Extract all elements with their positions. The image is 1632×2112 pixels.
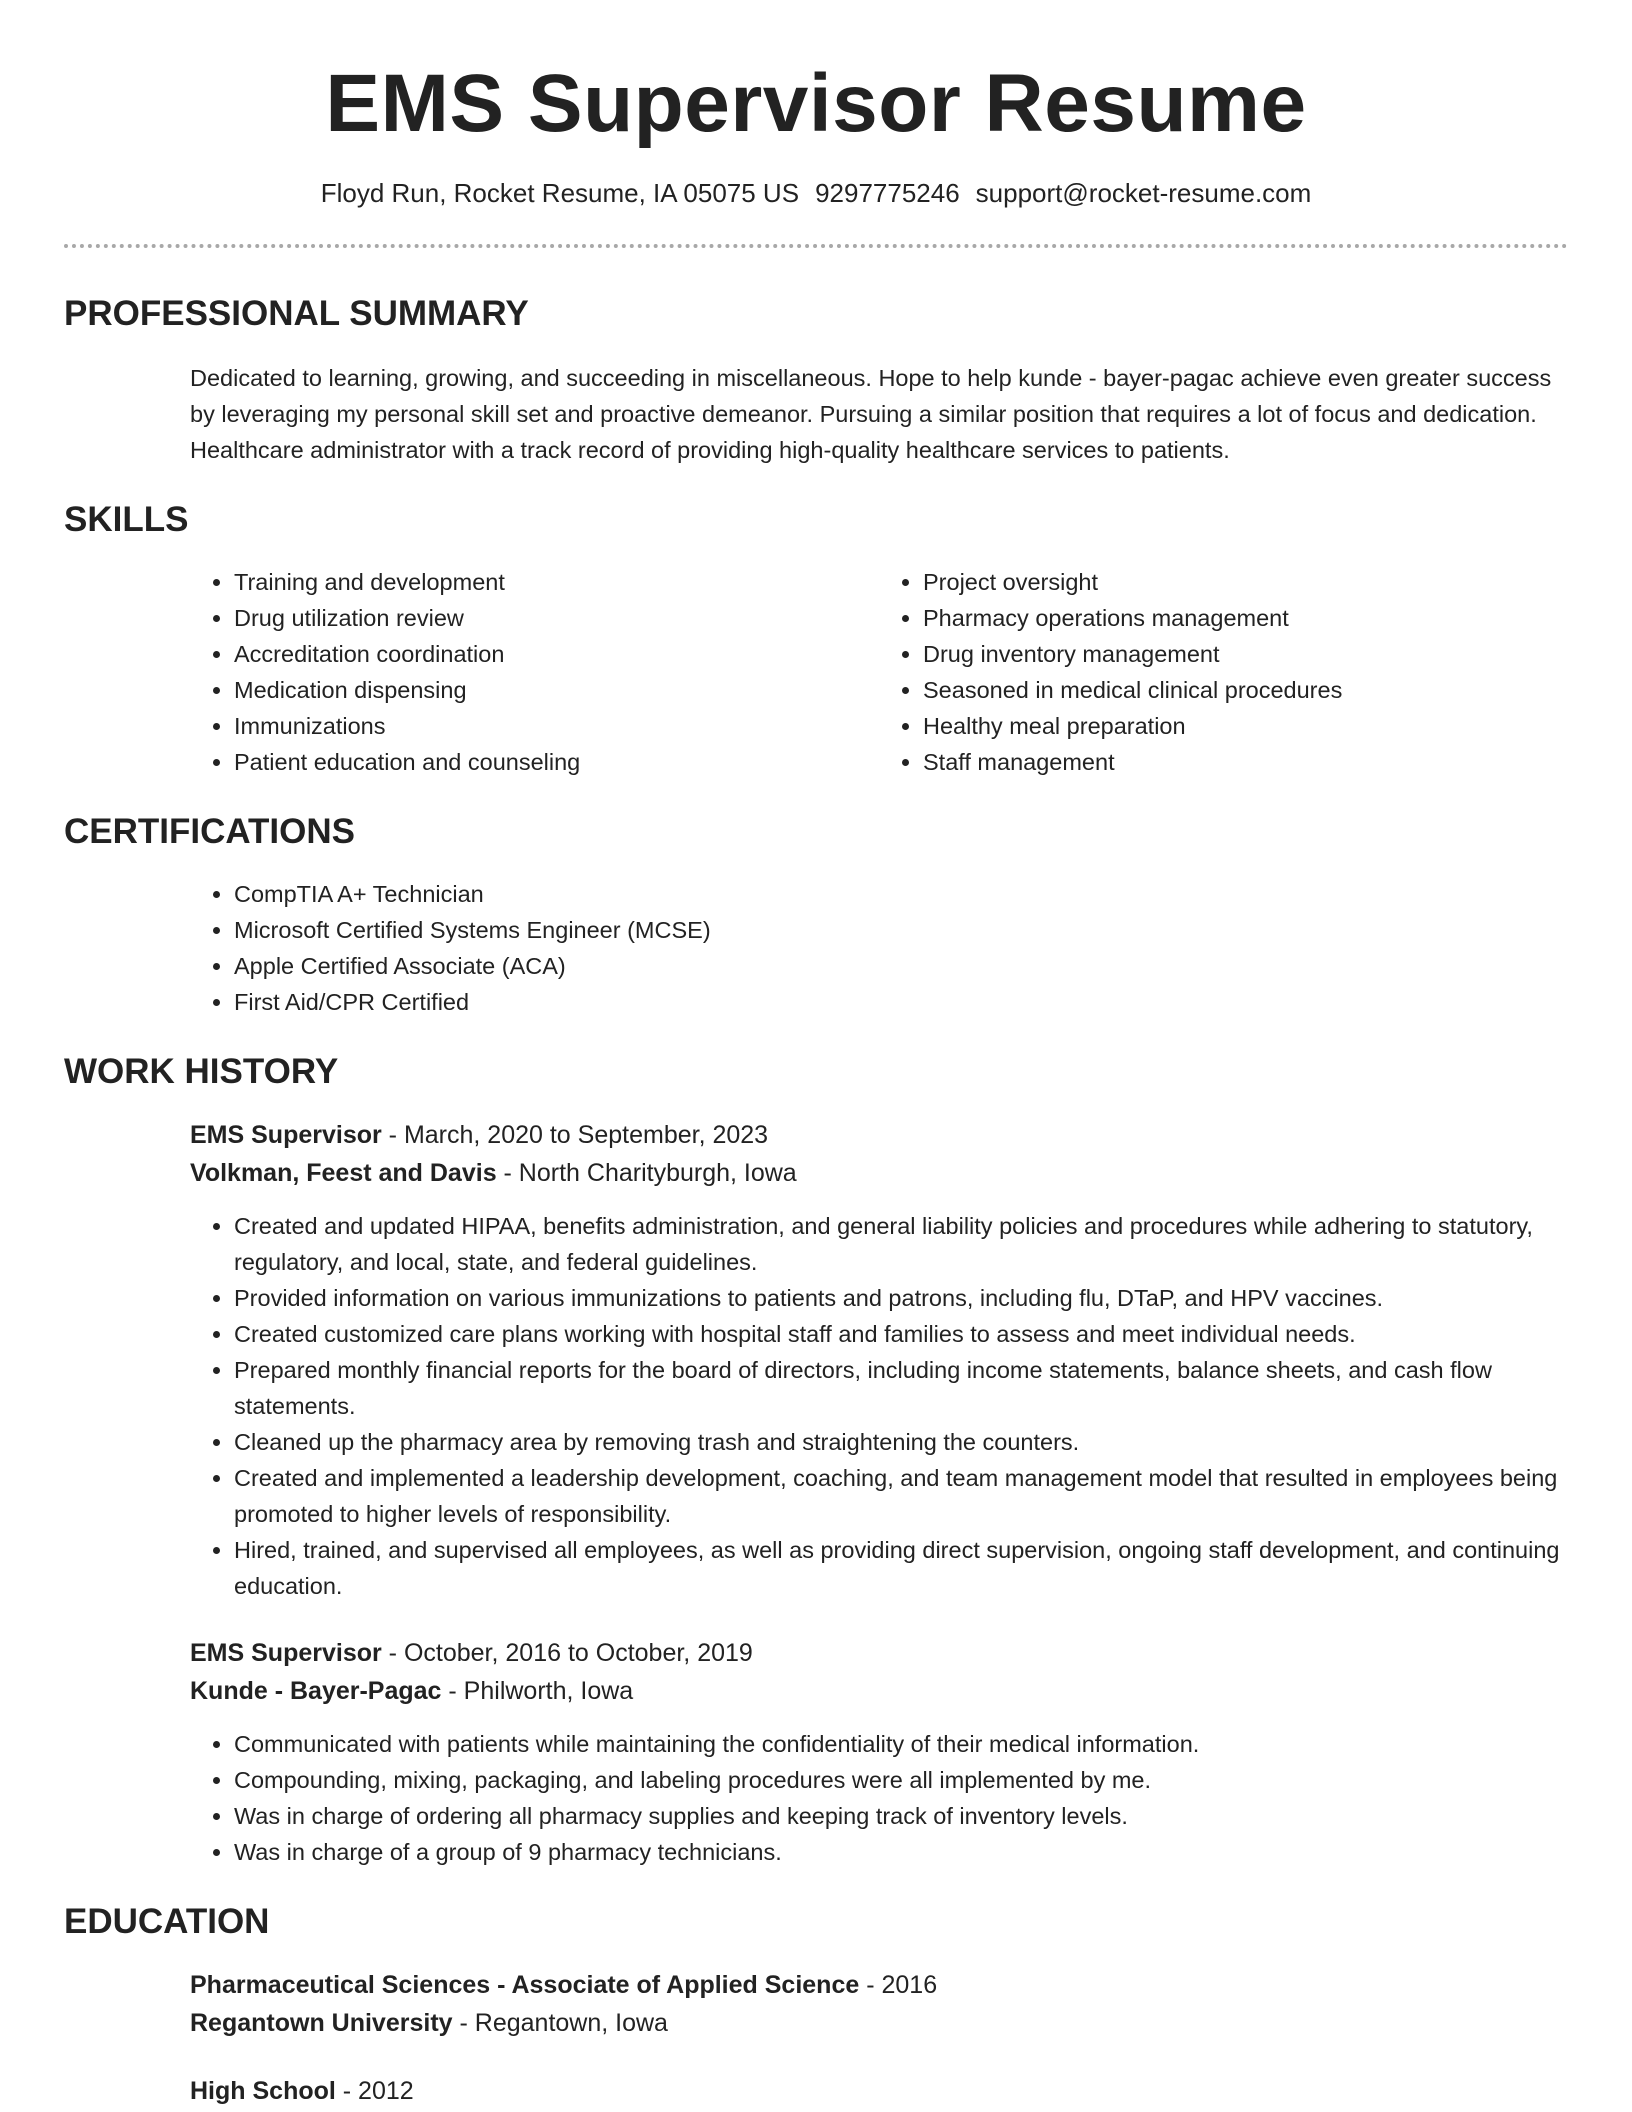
job-bullet: • Was in charge of a group of 9 pharmacy technicians. <box>234 1834 1568 1870</box>
skills-list-left <box>190 564 879 780</box>
education-year: - 2016 <box>859 1971 938 1999</box>
education-degree: High School <box>190 2077 336 2105</box>
job-bullet: • Created and implemented a leadership development, coaching, and team management model that resulted in employees being promoted to higher levels of responsibility. <box>234 1460 1568 1532</box>
job-dates: - October, 2016 to October, 2019 <box>381 1639 753 1667</box>
skill-item: • Seasoned in medical clinical procedures <box>923 672 1568 708</box>
certifications-list <box>190 876 1568 1020</box>
job-dates: - March, 2020 to September, 2023 <box>381 1121 769 1149</box>
skill-item: • Training and development <box>234 564 879 600</box>
job-company: Kunde - Bayer-Pagac <box>190 1677 442 1705</box>
job-bullet: • Hired, trained, and supervised all employees, as well as providing direct supervision, ongoing staff development, and continuing education. <box>234 1532 1568 1604</box>
job-entry <box>190 1634 1568 1870</box>
work-history-section <box>64 1050 1568 1870</box>
skills-grid <box>190 564 1568 780</box>
education-section <box>64 1900 1568 2110</box>
skill-item: • Healthy meal preparation <box>923 708 1568 744</box>
skills-heading: SKILLS <box>64 500 189 539</box>
job-bullet: • Was in charge of ordering all pharmacy supplies and keeping track of inventory levels. <box>234 1798 1568 1834</box>
education-location: - Regantown, Iowa <box>452 2009 668 2037</box>
certifications-heading: CERTIFICATIONS <box>64 812 356 851</box>
job-location: - Philworth, Iowa <box>441 1677 634 1705</box>
job-company-line <box>190 1154 1568 1192</box>
contact-address: Floyd Run, Rocket Resume, IA 05075 US <box>320 178 800 208</box>
job-bullet: • Cleaned up the pharmacy area by removing trash and straightening the counters. <box>234 1424 1568 1460</box>
certification-item: • Apple Certified Associate (ACA) <box>234 948 1568 984</box>
job-bullet: • Communicated with patients while maintaining the confidentiality of their medical information. <box>234 1726 1568 1762</box>
job-company-line <box>190 1672 1568 1710</box>
job-title: EMS Supervisor <box>190 1121 382 1149</box>
job-entry <box>190 1116 1568 1604</box>
work-history-heading: WORK HISTORY <box>64 1052 339 1091</box>
education-entry <box>190 2072 1568 2110</box>
resume-title: EMS Supervisor Resume <box>325 58 1307 149</box>
skill-item: • Drug utilization review <box>234 600 879 636</box>
skill-item: • Project oversight <box>923 564 1568 600</box>
skill-item: • Drug inventory management <box>923 636 1568 672</box>
certifications-section <box>64 810 1568 1020</box>
skill-item: • Staff management <box>923 744 1568 780</box>
job-location: - North Charityburgh, Iowa <box>496 1159 797 1187</box>
job-bullets <box>190 1208 1568 1604</box>
contact-line <box>64 176 1568 210</box>
education-year: - 2012 <box>335 2077 414 2105</box>
job-bullet: • Compounding, mixing, packaging, and labeling procedures were all implemented by me. <box>234 1762 1568 1798</box>
certification-item: • Microsoft Certified Systems Engineer (MCSE) <box>234 912 1568 948</box>
skills-list-right <box>879 564 1568 780</box>
header-divider <box>64 244 1568 248</box>
job-bullets <box>190 1726 1568 1870</box>
resume-page <box>64 0 1568 2110</box>
education-degree-line <box>190 1966 1568 2004</box>
skill-item: • Medication dispensing <box>234 672 879 708</box>
education-degree: Pharmaceutical Sciences - Associate of Applied Science <box>190 1971 860 1999</box>
education-school-line <box>190 2004 1568 2042</box>
skill-item: • Pharmacy operations management <box>923 600 1568 636</box>
contact-email: support@rocket-resume.com <box>975 178 1312 208</box>
job-bullet: • Prepared monthly financial reports for the board of directors, including income statements, balance sheets, and cash flow statements. <box>234 1352 1568 1424</box>
education-school: Regantown University <box>190 2009 453 2037</box>
summary-heading: PROFESSIONAL SUMMARY <box>64 294 529 333</box>
education-heading: EDUCATION <box>64 1902 270 1941</box>
job-bullet: • Created and updated HIPAA, benefits administration, and general liability policies and procedures while adhering to statutory, regulatory, and local, state, and federal guidelines. <box>234 1208 1568 1280</box>
certification-item: • First Aid/CPR Certified <box>234 984 1568 1020</box>
certification-item: • CompTIA A+ Technician <box>234 876 1568 912</box>
skill-item: • Immunizations <box>234 708 879 744</box>
summary-text: Dedicated to learning, growing, and succeeding in miscellaneous. Hope to help kunde - bayer-pagac achieve even greater success by leveraging my personal skill set and proactive demeanor. Pursuing a similar position that requires a lot of focus and dedication. Healthcare administrator with a track record of providing high-quality healthcare services to patients. <box>190 365 1552 463</box>
job-title-line <box>190 1634 1568 1672</box>
education-entry <box>190 1966 1568 2042</box>
job-bullet: • Provided information on various immunizations to patients and patrons, including flu, DTaP, and HPV vaccines. <box>234 1280 1568 1316</box>
summary-section <box>64 292 1568 468</box>
job-bullet: • Created customized care plans working with hospital staff and families to assess and meet individual needs. <box>234 1316 1568 1352</box>
contact-phone: 9297775246 <box>815 178 960 208</box>
job-title-line <box>190 1116 1568 1154</box>
job-company: Volkman, Feest and Davis <box>190 1159 497 1187</box>
skill-item: • Accreditation coordination <box>234 636 879 672</box>
education-degree-line <box>190 2072 1568 2110</box>
skill-item: • Patient education and counseling <box>234 744 879 780</box>
skills-section <box>64 498 1568 780</box>
job-title: EMS Supervisor <box>190 1639 382 1667</box>
